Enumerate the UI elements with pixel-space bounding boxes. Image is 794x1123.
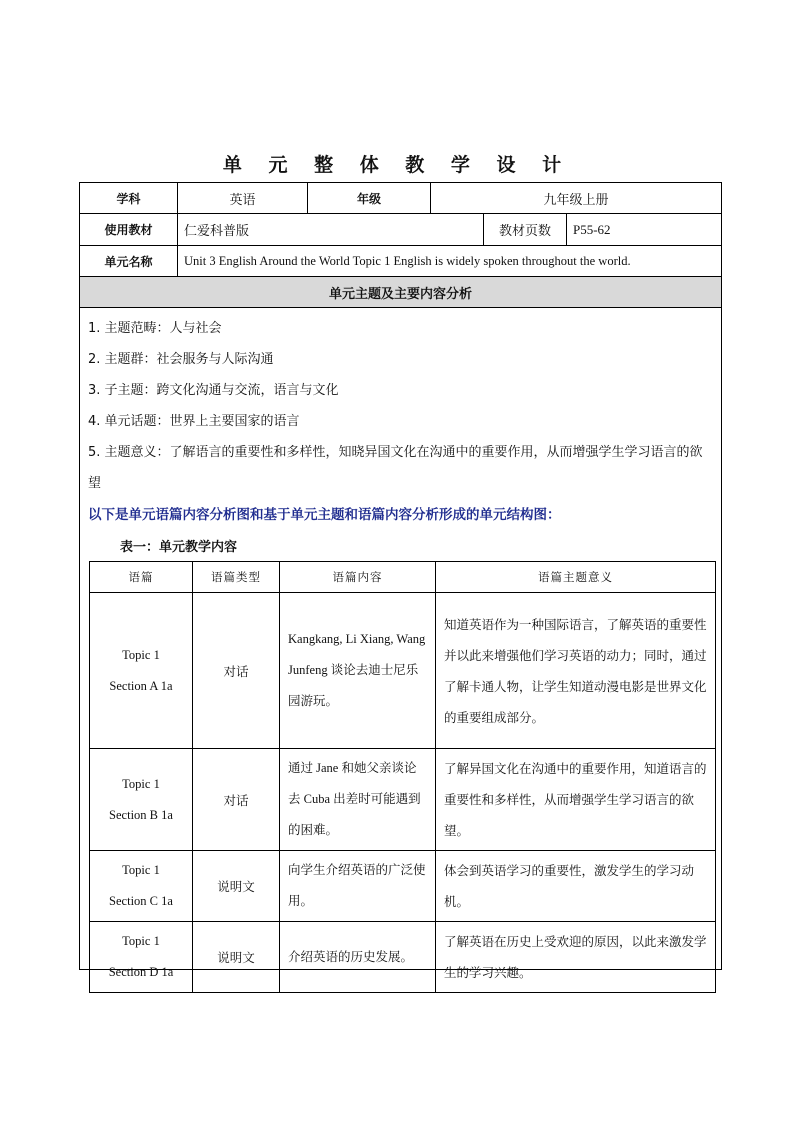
- header-meaning: 语篇主题意义: [436, 562, 716, 593]
- section-label: Section A 1a: [109, 678, 173, 693]
- topic-label: Topic 1: [122, 776, 160, 791]
- content-table-header: [90, 562, 716, 593]
- subject-label: 学科: [116, 191, 141, 206]
- textbook-row: [80, 214, 721, 246]
- page-title: 单 元 整 体 教 学 设 计: [222, 154, 572, 176]
- passage-cell: [90, 922, 193, 993]
- theme-item: 1. 主题范畴：人与社会: [88, 321, 222, 336]
- theme-item: 4. 单元话题：世界上主要国家的语言: [88, 414, 300, 429]
- topic-label: Topic 1: [122, 647, 160, 662]
- content-cell: Kangkang, Li Xiang, Wang Junfeng 谈论去迪士尼乐园游玩。: [280, 593, 436, 749]
- unit-design-table: [79, 182, 722, 980]
- meaning-cell: 体会到英语学习的重要性，激发学生的学习动机。: [436, 851, 716, 922]
- table-row: [90, 749, 716, 851]
- section-label: Section C 1a: [109, 894, 173, 908]
- passage-cell: [90, 851, 193, 922]
- meaning-cell: 知道英语作为一种国际语言，了解英语的重要性并以此来增强他们学习英语的动力；同时，通过了解卡通人物，让学生知道动漫电影是世界文化的重要组成部分。: [436, 593, 716, 749]
- topic-label: Topic 1: [122, 934, 160, 948]
- type-cell: 说明文: [193, 922, 280, 993]
- subject-grade-row: [80, 183, 721, 214]
- meaning-cell: 了解异国文化在沟通中的重要作用，知道语言的重要性和多样性，从而增强学生学习语言的欲望。: [436, 749, 716, 851]
- section-label: Section B 1a: [109, 807, 173, 822]
- header-passage: 语篇: [90, 562, 193, 593]
- topic-label: Topic 1: [122, 863, 160, 877]
- table-row: [90, 922, 716, 993]
- theme-item: 5. 主题意义：了解语言的重要性和多样性，知晓异国文化在沟通中的重要作用，从而增强学生学习语言的欲望: [88, 445, 703, 491]
- pages-label: 教材页数: [483, 214, 566, 245]
- table-row: [90, 851, 716, 922]
- unit-row: [80, 246, 721, 277]
- table-row: [90, 593, 716, 749]
- structure-note: 以下是单元语篇内容分析图和基于单元主题和语篇内容分析形成的单元结构图：: [88, 507, 561, 523]
- passage-cell: [90, 749, 193, 851]
- content-table: [89, 561, 716, 993]
- type-cell: 对话: [193, 749, 280, 851]
- unit-value: Unit 3 English Around the World Topic 1 English is widely spoken throughout the world.: [177, 246, 721, 276]
- type-cell: 说明文: [193, 851, 280, 922]
- table-caption: 表一：单元教学内容: [120, 540, 238, 555]
- header-content: 语篇内容: [280, 562, 436, 593]
- header-type: 语篇类型: [193, 562, 280, 593]
- grade-value: 九年级上册: [430, 183, 721, 213]
- content-cell: 介绍英语的历史发展。: [280, 922, 436, 993]
- passage-cell: [90, 593, 193, 749]
- content-cell: 向学生介绍英语的广泛使用。: [280, 851, 436, 922]
- content-cell: 通过 Jane 和她父亲谈论去 Cuba 出差时可能遇到的困难。: [280, 749, 436, 851]
- pages-value: P55-62: [566, 214, 721, 245]
- theme-item: 2. 主题群：社会服务与人际沟通: [88, 352, 274, 367]
- type-cell: 对话: [193, 593, 280, 749]
- section-heading: 单元主题及主要内容分析: [80, 277, 721, 308]
- unit-label: 单元名称: [104, 254, 153, 269]
- textbook-label: 使用教材: [104, 223, 153, 237]
- textbook-value: 仁爱科普版: [177, 214, 483, 245]
- theme-item: 3. 子主题：跨文化沟通与交流，语言与文化: [88, 383, 339, 398]
- grade-label: 年级: [307, 183, 430, 213]
- section-label: Section D 1a: [108, 965, 174, 979]
- theme-list: [88, 313, 713, 499]
- meaning-cell: 了解英语在历史上受欢迎的原因，以此来激发学生的学习兴趣。: [436, 922, 716, 993]
- subject-value: 英语: [177, 183, 307, 213]
